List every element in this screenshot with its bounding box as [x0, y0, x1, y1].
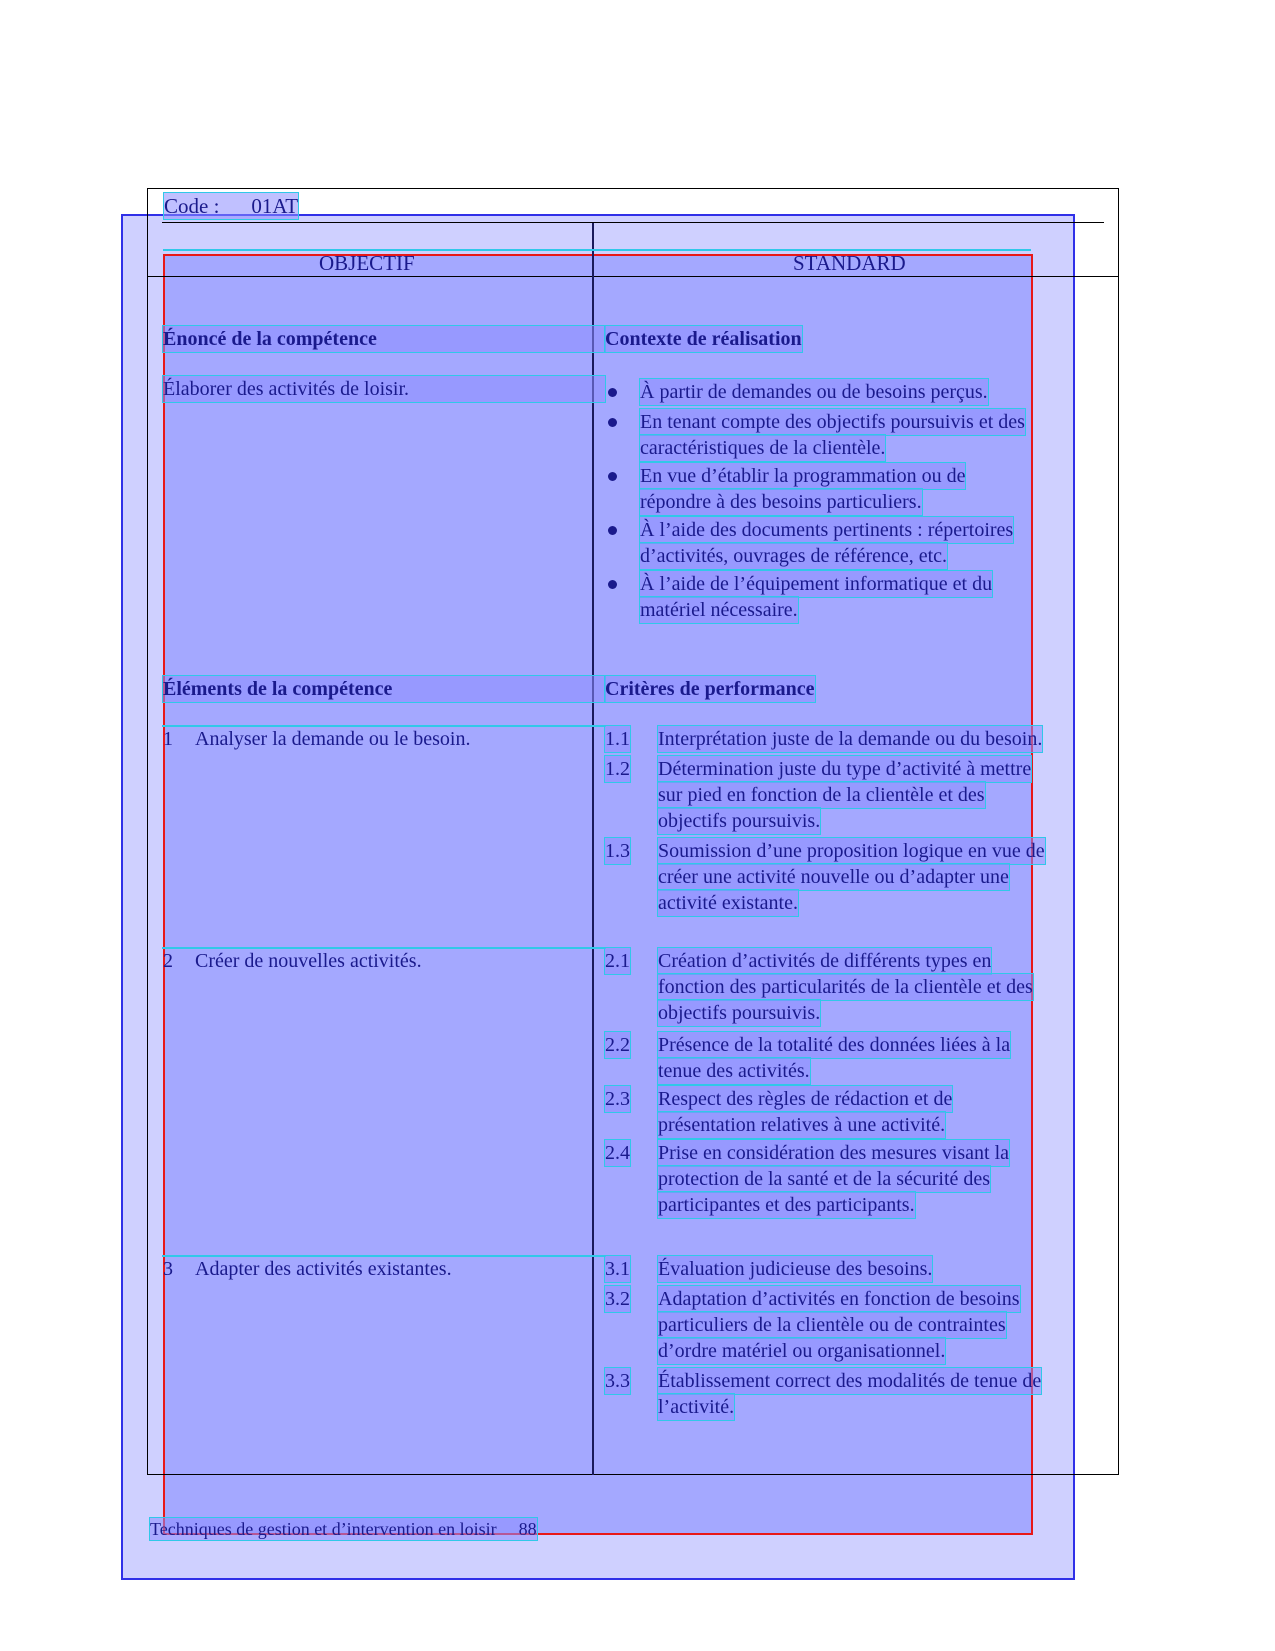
critere-line: protection de la santé et de la sécurité des [658, 1168, 991, 1190]
critere-number: 1.2 [605, 758, 630, 780]
critere-line: présentation relatives à une activité. [658, 1114, 946, 1136]
contexte-bullet-icon [608, 472, 617, 481]
contexte-item-line: À l’aide de l’équipement informatique et du [640, 573, 993, 595]
code-value: 01AT [251, 194, 299, 218]
critere-line: Évaluation judicieuse des besoins. [658, 1258, 933, 1280]
critere-line: d’ordre matériel ou organisationnel. [658, 1340, 946, 1362]
code-line [164, 193, 298, 219]
contexte-item-line: caractéristiques de la clientèle. [640, 437, 886, 459]
contexte-bullet-icon [608, 388, 617, 397]
critere-number: 2.1 [605, 950, 630, 972]
element-text: Adapter des activités existantes. [195, 1258, 452, 1280]
critere-line: fonction des particularités de la clientèle et des [658, 976, 1033, 998]
contexte-item-line: répondre à des besoins particuliers. [640, 491, 922, 513]
critere-line: Soumission d’une proposition logique en vue de [658, 840, 1045, 862]
critere-number: 3.3 [605, 1370, 630, 1392]
enonce-text: Élaborer des activités de loisir. [163, 376, 605, 402]
page-footer [150, 1518, 537, 1540]
critere-line: Adaptation d’activités en fonction de besoins [658, 1288, 1020, 1310]
contexte-bullet-icon [608, 526, 617, 535]
critere-line: l’activité. [658, 1396, 735, 1418]
critere-number: 3.1 [605, 1258, 630, 1280]
critere-line: Présence de la totalité des données liées à la [658, 1034, 1011, 1056]
contexte-item-line: matériel nécessaire. [640, 599, 798, 621]
critere-line: participantes et des participants. [658, 1194, 915, 1216]
contexte-bullet-icon [608, 580, 617, 589]
critere-line: Prise en considération des mesures visant la [658, 1142, 1010, 1164]
contexte-bullet-icon [608, 418, 617, 427]
contexte-item-line: En vue d’établir la programmation ou de [640, 465, 966, 487]
critere-line: activité existante. [658, 892, 798, 914]
critere-line: sur pied en fonction de la clientèle et des [658, 784, 985, 806]
contexte-item-line: d’activités, ouvrages de référence, etc. [640, 545, 948, 567]
critere-number: 2.3 [605, 1088, 630, 1110]
critere-line: Respect des règles de rédaction et de [658, 1088, 953, 1110]
critere-line: objectifs poursuivis. [658, 810, 821, 832]
column-divider [592, 223, 594, 1475]
critere-line: créer une activité nouvelle ou d’adapter une [658, 866, 1009, 888]
footer-text: Techniques de gestion et d’intervention en loisir [150, 1519, 497, 1539]
contexte-item-line: À l’aide des documents pertinents : répertoires [640, 519, 1014, 541]
enonce-heading: Énoncé de la compétence [163, 326, 605, 352]
critere-line: tenue des activités. [658, 1060, 810, 1082]
element-number: 3 [163, 1258, 173, 1280]
critere-number: 1.1 [605, 728, 630, 750]
critere-line: Détermination juste du type d’activité à mettre [658, 758, 1032, 780]
page-number: 88 [518, 1519, 537, 1539]
critere-number: 3.2 [605, 1288, 630, 1310]
elements-heading: Éléments de la compétence [163, 676, 605, 702]
code-rule [162, 222, 1104, 223]
code-label: Code : [164, 194, 220, 218]
contexte-item-line: En tenant compte des objectifs poursuivis et des [640, 411, 1025, 433]
critere-line: Établissement correct des modalités de tenue de [658, 1370, 1042, 1392]
contexte-heading: Contexte de réalisation [605, 328, 802, 350]
critere-line: Création d’activités de différents types en [658, 950, 992, 972]
header-objectif: OBJECTIF [319, 251, 415, 275]
element-text: Analyser la demande ou le besoin. [195, 728, 471, 750]
critere-number: 1.3 [605, 840, 630, 862]
criteres-heading: Critères de performance [605, 678, 815, 700]
contexte-item-line: À partir de demandes ou de besoins perçus. [640, 381, 988, 403]
critere-line: particuliers de la clientèle ou de contraintes [658, 1314, 1006, 1336]
element-number: 2 [163, 950, 173, 972]
element-number: 1 [163, 728, 173, 750]
critere-number: 2.2 [605, 1034, 630, 1056]
critere-line: Interprétation juste de la demande ou du besoin. [658, 728, 1043, 750]
critere-line: objectifs poursuivis. [658, 1002, 821, 1024]
element-text: Créer de nouvelles activités. [195, 950, 422, 972]
header-rule [147, 276, 1119, 277]
header-standard: STANDARD [793, 251, 906, 275]
critere-number: 2.4 [605, 1142, 630, 1164]
